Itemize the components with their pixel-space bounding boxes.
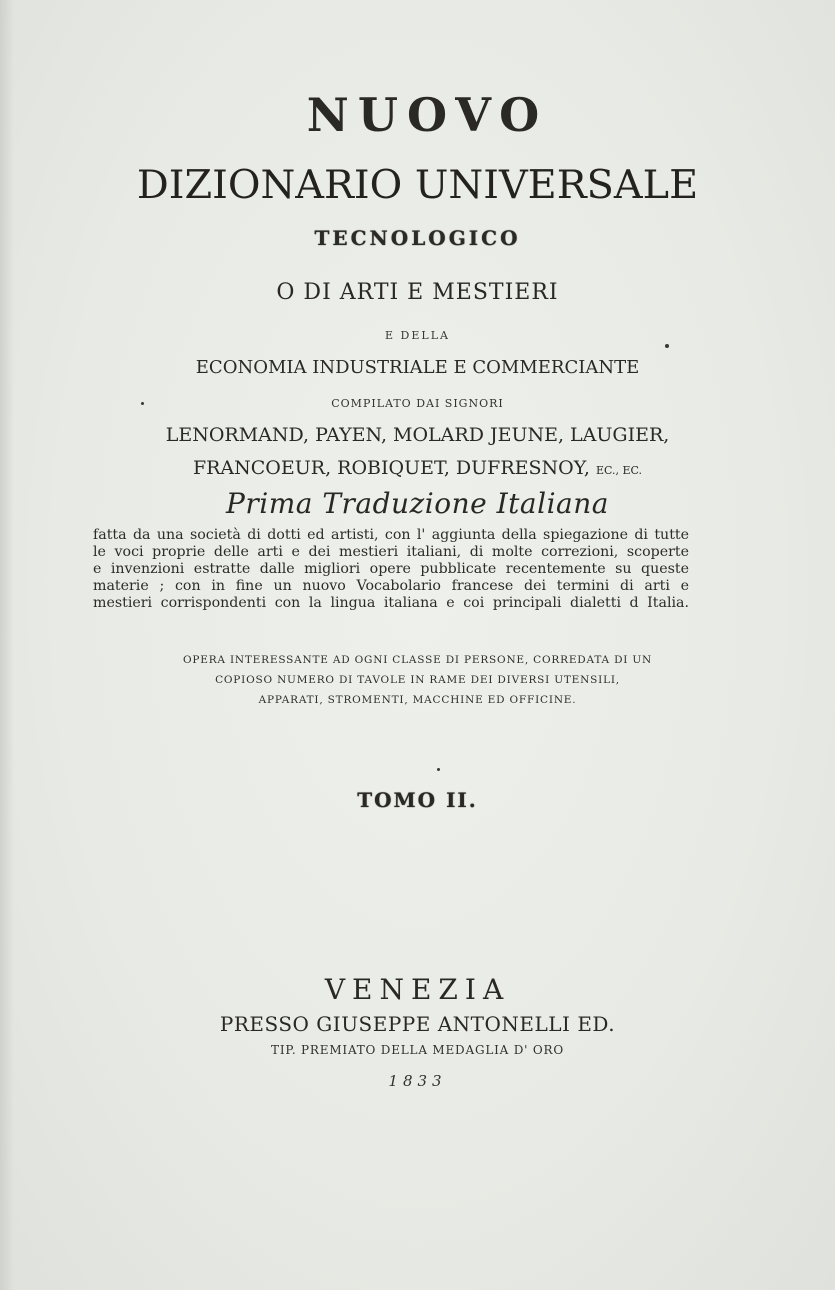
imprint-year: 1833 (388, 1072, 447, 1090)
title-nuovo: NUOVO (306, 88, 549, 142)
authors-line-1: LENORMAND, PAYEN, MOLARD JEUNE, LAUGIER, (165, 424, 670, 446)
imprint-printer: TIP. PREMIATO DELLA MEDAGLIA D' ORO (271, 1043, 564, 1057)
title-tecnologico: TECNOLOGICO (314, 226, 521, 250)
description-line: materie ; con in fine un nuovo Vocabolario francese dei termini di arti e (93, 578, 689, 594)
description-line: e invenzioni estratte dalle migliori opere pubblicate recentemente su queste (93, 561, 689, 577)
opera-description (0, 650, 835, 710)
description-paragraph (93, 527, 689, 612)
authors-line-2-names: FRANCOEUR, ROBIQUET, DUFRESNOY, (192, 457, 590, 479)
ink-speck (437, 768, 440, 771)
title-arti-e-mestieri: O DI ARTI E MESTIERI (276, 280, 559, 305)
translation-heading: Prima Traduzione Italiana (226, 487, 609, 520)
ink-speck (141, 402, 144, 405)
description-line: fatta da una società di dotti ed artisti, con l' aggiunta della spiegazione di tutte (93, 527, 689, 543)
imprint-city: VENEZIA (324, 973, 511, 1006)
authors-etc: EC., EC. (595, 464, 643, 477)
ink-speck (665, 344, 669, 348)
imprint-publisher: PRESSO GIUSEPPE ANTONELLI ED. (219, 1012, 616, 1036)
title-dizionario-universale: DIZIONARIO UNIVERSALE (136, 163, 699, 208)
opera-line: COPIOSO NUMERO DI TAVOLE IN RAME DEI DIVERSI UTENSILI, (215, 674, 620, 686)
description-line: le voci proprie delle arti e dei mestieri italiani, di molte correzioni, scoperte (93, 544, 689, 560)
opera-line: APPARATI, STROMENTI, MACCHINE ED OFFICINE. (258, 694, 577, 706)
volume-label: TOMO II. (357, 788, 478, 812)
conjunction-e-della: E DELLA (385, 329, 450, 342)
subtitle-economia: ECONOMIA INDUSTRIALE E COMMERCIANTE (195, 357, 640, 378)
compiled-by-label: COMPILATO DAI SIGNORI (331, 397, 504, 410)
description-line: mestieri corrispondenti con la lingua italiana e coi principali dialetti d Italia. (93, 595, 689, 611)
authors-line-2 (0, 459, 835, 478)
opera-line: OPERA INTERESSANTE AD OGNI CLASSE DI PERSONE, CORREDATA DI UN (182, 654, 653, 666)
